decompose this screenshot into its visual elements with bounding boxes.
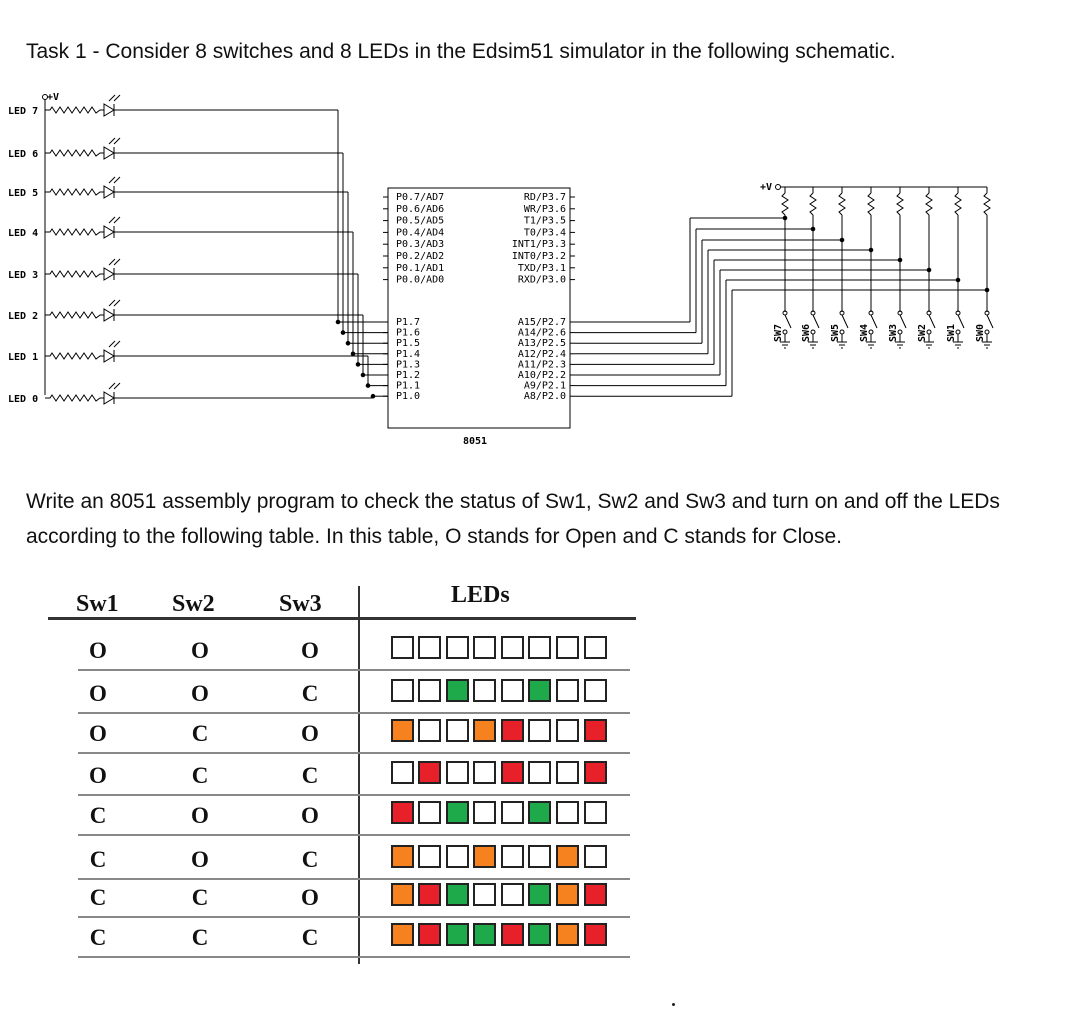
led-box (473, 801, 496, 824)
port0-pin-label: P0.6/AD6 (396, 203, 445, 215)
switch-state-sw3: O (301, 638, 319, 663)
led-diode (104, 309, 114, 321)
led-ray (109, 95, 115, 101)
led-box (528, 679, 551, 702)
led-box (501, 636, 524, 659)
port3-pin-label: INT1/P3.3 (511, 239, 566, 251)
led-label: LED 1 (8, 352, 39, 363)
pullup-resistor (868, 193, 874, 215)
led-box (501, 845, 524, 868)
led-box (418, 761, 441, 784)
led-box (501, 679, 524, 702)
switch-lever (929, 315, 935, 328)
switch-state-sw3: O (301, 803, 319, 828)
junction (985, 288, 989, 292)
port1-pin-label: P1.3 (396, 359, 421, 371)
led-box (556, 679, 579, 702)
port0-pin-label: P0.7/AD7 (396, 192, 445, 203)
resistor (45, 189, 104, 195)
led-box (446, 761, 469, 784)
led-diode (104, 226, 114, 238)
led-box (584, 923, 607, 946)
led-box (556, 636, 579, 659)
switch-state-sw1: C (89, 885, 107, 910)
circuit-schematic (0, 0, 1070, 470)
pullup-resistor (897, 193, 903, 215)
port1-pin-label: P1.2 (396, 370, 421, 381)
port0-pin-label: P0.3/AD3 (396, 239, 445, 251)
header-rule (48, 617, 636, 620)
switch-label: SW0 (975, 323, 986, 342)
led-box (556, 719, 579, 742)
switch-label: SW4 (859, 323, 870, 342)
led-box (501, 801, 524, 824)
task-description (26, 484, 1056, 554)
switch-state-sw2: C (191, 925, 209, 950)
switch-lever (958, 315, 964, 328)
led-box (391, 636, 414, 659)
junction (783, 216, 787, 220)
switch-label: SW7 (773, 323, 784, 342)
led-ray (114, 138, 120, 144)
port3-pin-label: T1/P3.5 (523, 215, 566, 227)
port2-pin-label: A9/P2.1 (523, 380, 566, 392)
pullup-resistor (984, 193, 990, 215)
switch-label: SW2 (917, 323, 928, 342)
switch-state-sw1: C (89, 925, 107, 950)
row-divider (78, 669, 630, 671)
junction (956, 278, 960, 282)
led-box (418, 679, 441, 702)
resistor (45, 312, 104, 318)
led-box (584, 719, 607, 742)
led-box (473, 761, 496, 784)
pullup-resistor (839, 193, 845, 215)
port1-pin-label: P1.5 (396, 338, 421, 350)
led-box (556, 923, 579, 946)
led-box (473, 679, 496, 702)
led-ray (109, 300, 115, 306)
switch-state-sw2: C (191, 721, 209, 746)
switch-state-sw3: O (301, 885, 319, 910)
led-box (473, 845, 496, 868)
port3-pin-label: T0/P3.4 (523, 227, 566, 239)
junction (840, 238, 844, 242)
led-box (473, 883, 496, 906)
port0-pin-label: P0.0/AD0 (396, 274, 445, 286)
led-box (501, 761, 524, 784)
led-box (418, 636, 441, 659)
led-box (556, 845, 579, 868)
pullup-resistor (782, 193, 788, 215)
switch-lever (987, 315, 993, 328)
led-ray (114, 259, 120, 265)
led-diode (104, 104, 114, 116)
chip-name: 8051 (462, 436, 488, 447)
led-box (556, 761, 579, 784)
port3-pin-label: RXD/P3.0 (517, 274, 566, 286)
switch-state-sw1: O (89, 763, 107, 788)
row-divider (78, 916, 630, 918)
led-label: LED 7 (8, 106, 39, 117)
led-box (446, 636, 469, 659)
led-box (391, 679, 414, 702)
switch-state-sw1: C (89, 803, 107, 828)
switch-lever (813, 315, 819, 328)
led-ray (109, 217, 115, 223)
switch-state-sw2: C (191, 763, 209, 788)
led-box (391, 719, 414, 742)
stray-dot (672, 1003, 675, 1006)
led-box (584, 801, 607, 824)
switch-state-sw2: O (191, 803, 209, 828)
led-diode (104, 147, 114, 159)
led-box (391, 923, 414, 946)
switch-state-sw3: C (301, 925, 319, 950)
description-line-1: Write an 8051 assembly program to check the status of Sw1, Sw2 and Sw3 and turn on and off the LEDs (26, 490, 1000, 513)
resistor (45, 271, 104, 277)
led-box (391, 845, 414, 868)
led-diode (104, 186, 114, 198)
switch-label: SW5 (830, 323, 841, 342)
switch-state-sw2: O (191, 681, 209, 706)
led-box (556, 883, 579, 906)
led-box (418, 845, 441, 868)
switch-lever (871, 315, 877, 328)
header-sw3: Sw3 (279, 591, 322, 617)
junction (336, 320, 340, 324)
led-box (418, 801, 441, 824)
switch-state-sw2: O (191, 847, 209, 872)
port0-pin-label: P0.1/AD1 (396, 262, 445, 274)
port3-pin-label: RD/P3.7 (523, 192, 566, 203)
junction (371, 394, 375, 398)
led-box (446, 679, 469, 702)
led-ray (114, 383, 120, 389)
led-box (446, 845, 469, 868)
led-ray (109, 341, 115, 347)
port2-pin-label: A14/P2.6 (517, 327, 566, 339)
header-leds: LEDs (451, 582, 510, 608)
led-ray (114, 95, 120, 101)
led-box (446, 801, 469, 824)
led-diode (104, 350, 114, 362)
junction (341, 331, 345, 335)
port1-pin-label: P1.1 (396, 380, 421, 392)
task-title: Task 1 - Consider 8 switches and 8 LEDs in the Edsim51 simulator in the following schematic. (26, 40, 896, 63)
led-label: LED 3 (8, 270, 39, 281)
header-sw1: Sw1 (76, 591, 119, 617)
port2-pin-label: A15/P2.7 (517, 317, 566, 328)
led-box (446, 883, 469, 906)
led-label: LED 2 (8, 311, 39, 322)
switch-state-sw3: C (301, 681, 319, 706)
port2-pin-label: A13/P2.5 (517, 338, 566, 350)
resistor (45, 150, 104, 156)
header-sw2: Sw2 (172, 591, 215, 617)
switch-state-sw3: C (301, 847, 319, 872)
switch-state-sw3: O (301, 721, 319, 746)
led-diode (104, 268, 114, 280)
led-box (528, 719, 551, 742)
switch-label: SW3 (888, 323, 899, 342)
port1-pin-label: P1.0 (396, 391, 421, 403)
switch-state-sw1: O (89, 638, 107, 663)
port2-pin-label: A12/P2.4 (517, 348, 566, 360)
row-divider (78, 752, 630, 754)
led-box (391, 883, 414, 906)
junction (898, 258, 902, 262)
resistor (45, 395, 104, 401)
led-box (418, 883, 441, 906)
port3-pin-label: WR/P3.6 (523, 203, 566, 215)
led-ray (109, 177, 115, 183)
switch-state-sw1: O (89, 721, 107, 746)
supply-left-label: +V (47, 92, 60, 103)
row-divider (78, 878, 630, 880)
junction (811, 227, 815, 231)
junction (361, 373, 365, 377)
led-box (501, 883, 524, 906)
led-label: LED 4 (8, 228, 39, 239)
led-ray (114, 177, 120, 183)
switch-label: SW6 (801, 323, 812, 342)
switch-state-sw2: O (191, 638, 209, 663)
led-ray (114, 341, 120, 347)
port2-pin-label: A10/P2.2 (517, 370, 566, 381)
port1-pin-label: P1.6 (396, 327, 421, 339)
led-box (556, 801, 579, 824)
pullup-resistor (926, 193, 932, 215)
switch-state-sw1: O (89, 681, 107, 706)
switch-state-sw1: C (89, 847, 107, 872)
led-box (391, 761, 414, 784)
led-box (391, 801, 414, 824)
row-divider (78, 712, 630, 714)
led-box (501, 719, 524, 742)
led-box (584, 883, 607, 906)
led-box (446, 923, 469, 946)
switch-label: SW1 (946, 323, 957, 342)
led-box (446, 719, 469, 742)
row-divider (78, 834, 630, 836)
junction (356, 363, 360, 367)
port3-pin-label: INT0/P3.2 (511, 251, 566, 262)
junction (366, 384, 370, 388)
led-box (528, 923, 551, 946)
led-ray (109, 383, 115, 389)
row-divider (78, 794, 630, 796)
port2-pin-label: A11/P2.3 (517, 359, 566, 371)
port0-pin-label: P0.5/AD5 (396, 215, 445, 227)
led-box (501, 923, 524, 946)
led-box (528, 801, 551, 824)
led-box (528, 845, 551, 868)
port1-pin-label: P1.4 (396, 348, 421, 360)
led-box (473, 719, 496, 742)
led-box (584, 636, 607, 659)
switch-lever (900, 315, 906, 328)
led-ray (114, 217, 120, 223)
led-diode (104, 392, 114, 404)
switch-lever (842, 315, 848, 328)
switch-lever (785, 315, 791, 328)
led-label: LED 5 (8, 188, 39, 199)
led-label: LED 0 (8, 394, 39, 405)
pullup-resistor (955, 193, 961, 215)
junction (346, 341, 350, 345)
led-ray (114, 300, 120, 306)
column-divider (358, 586, 360, 964)
pullup-resistor (810, 193, 816, 215)
led-box (584, 761, 607, 784)
led-box (528, 761, 551, 784)
led-box (473, 636, 496, 659)
supply-right-label: +V (760, 182, 773, 193)
led-box (584, 679, 607, 702)
led-ray (109, 259, 115, 265)
led-box (418, 923, 441, 946)
port2-pin-label: A8/P2.0 (523, 391, 566, 403)
led-box (473, 923, 496, 946)
resistor (45, 107, 104, 113)
junction (869, 248, 873, 252)
supply-right-node (776, 185, 781, 190)
junction (927, 268, 931, 272)
resistor (45, 229, 104, 235)
port0-pin-label: P0.2/AD2 (396, 251, 445, 262)
led-box (528, 883, 551, 906)
switch-state-sw2: C (191, 885, 209, 910)
description-line-2: according to the following table. In this table, O stands for Open and C stands for Close. (26, 525, 842, 548)
resistor (45, 353, 104, 359)
led-ray (109, 138, 115, 144)
port1-pin-label: P1.7 (396, 317, 421, 328)
row-divider (78, 956, 630, 958)
port3-pin-label: TXD/P3.1 (517, 262, 566, 274)
led-label: LED 6 (8, 149, 39, 160)
junction (351, 352, 355, 356)
port0-pin-label: P0.4/AD4 (396, 227, 445, 239)
led-box (528, 636, 551, 659)
led-box (584, 845, 607, 868)
switch-state-sw3: C (301, 763, 319, 788)
led-box (418, 719, 441, 742)
